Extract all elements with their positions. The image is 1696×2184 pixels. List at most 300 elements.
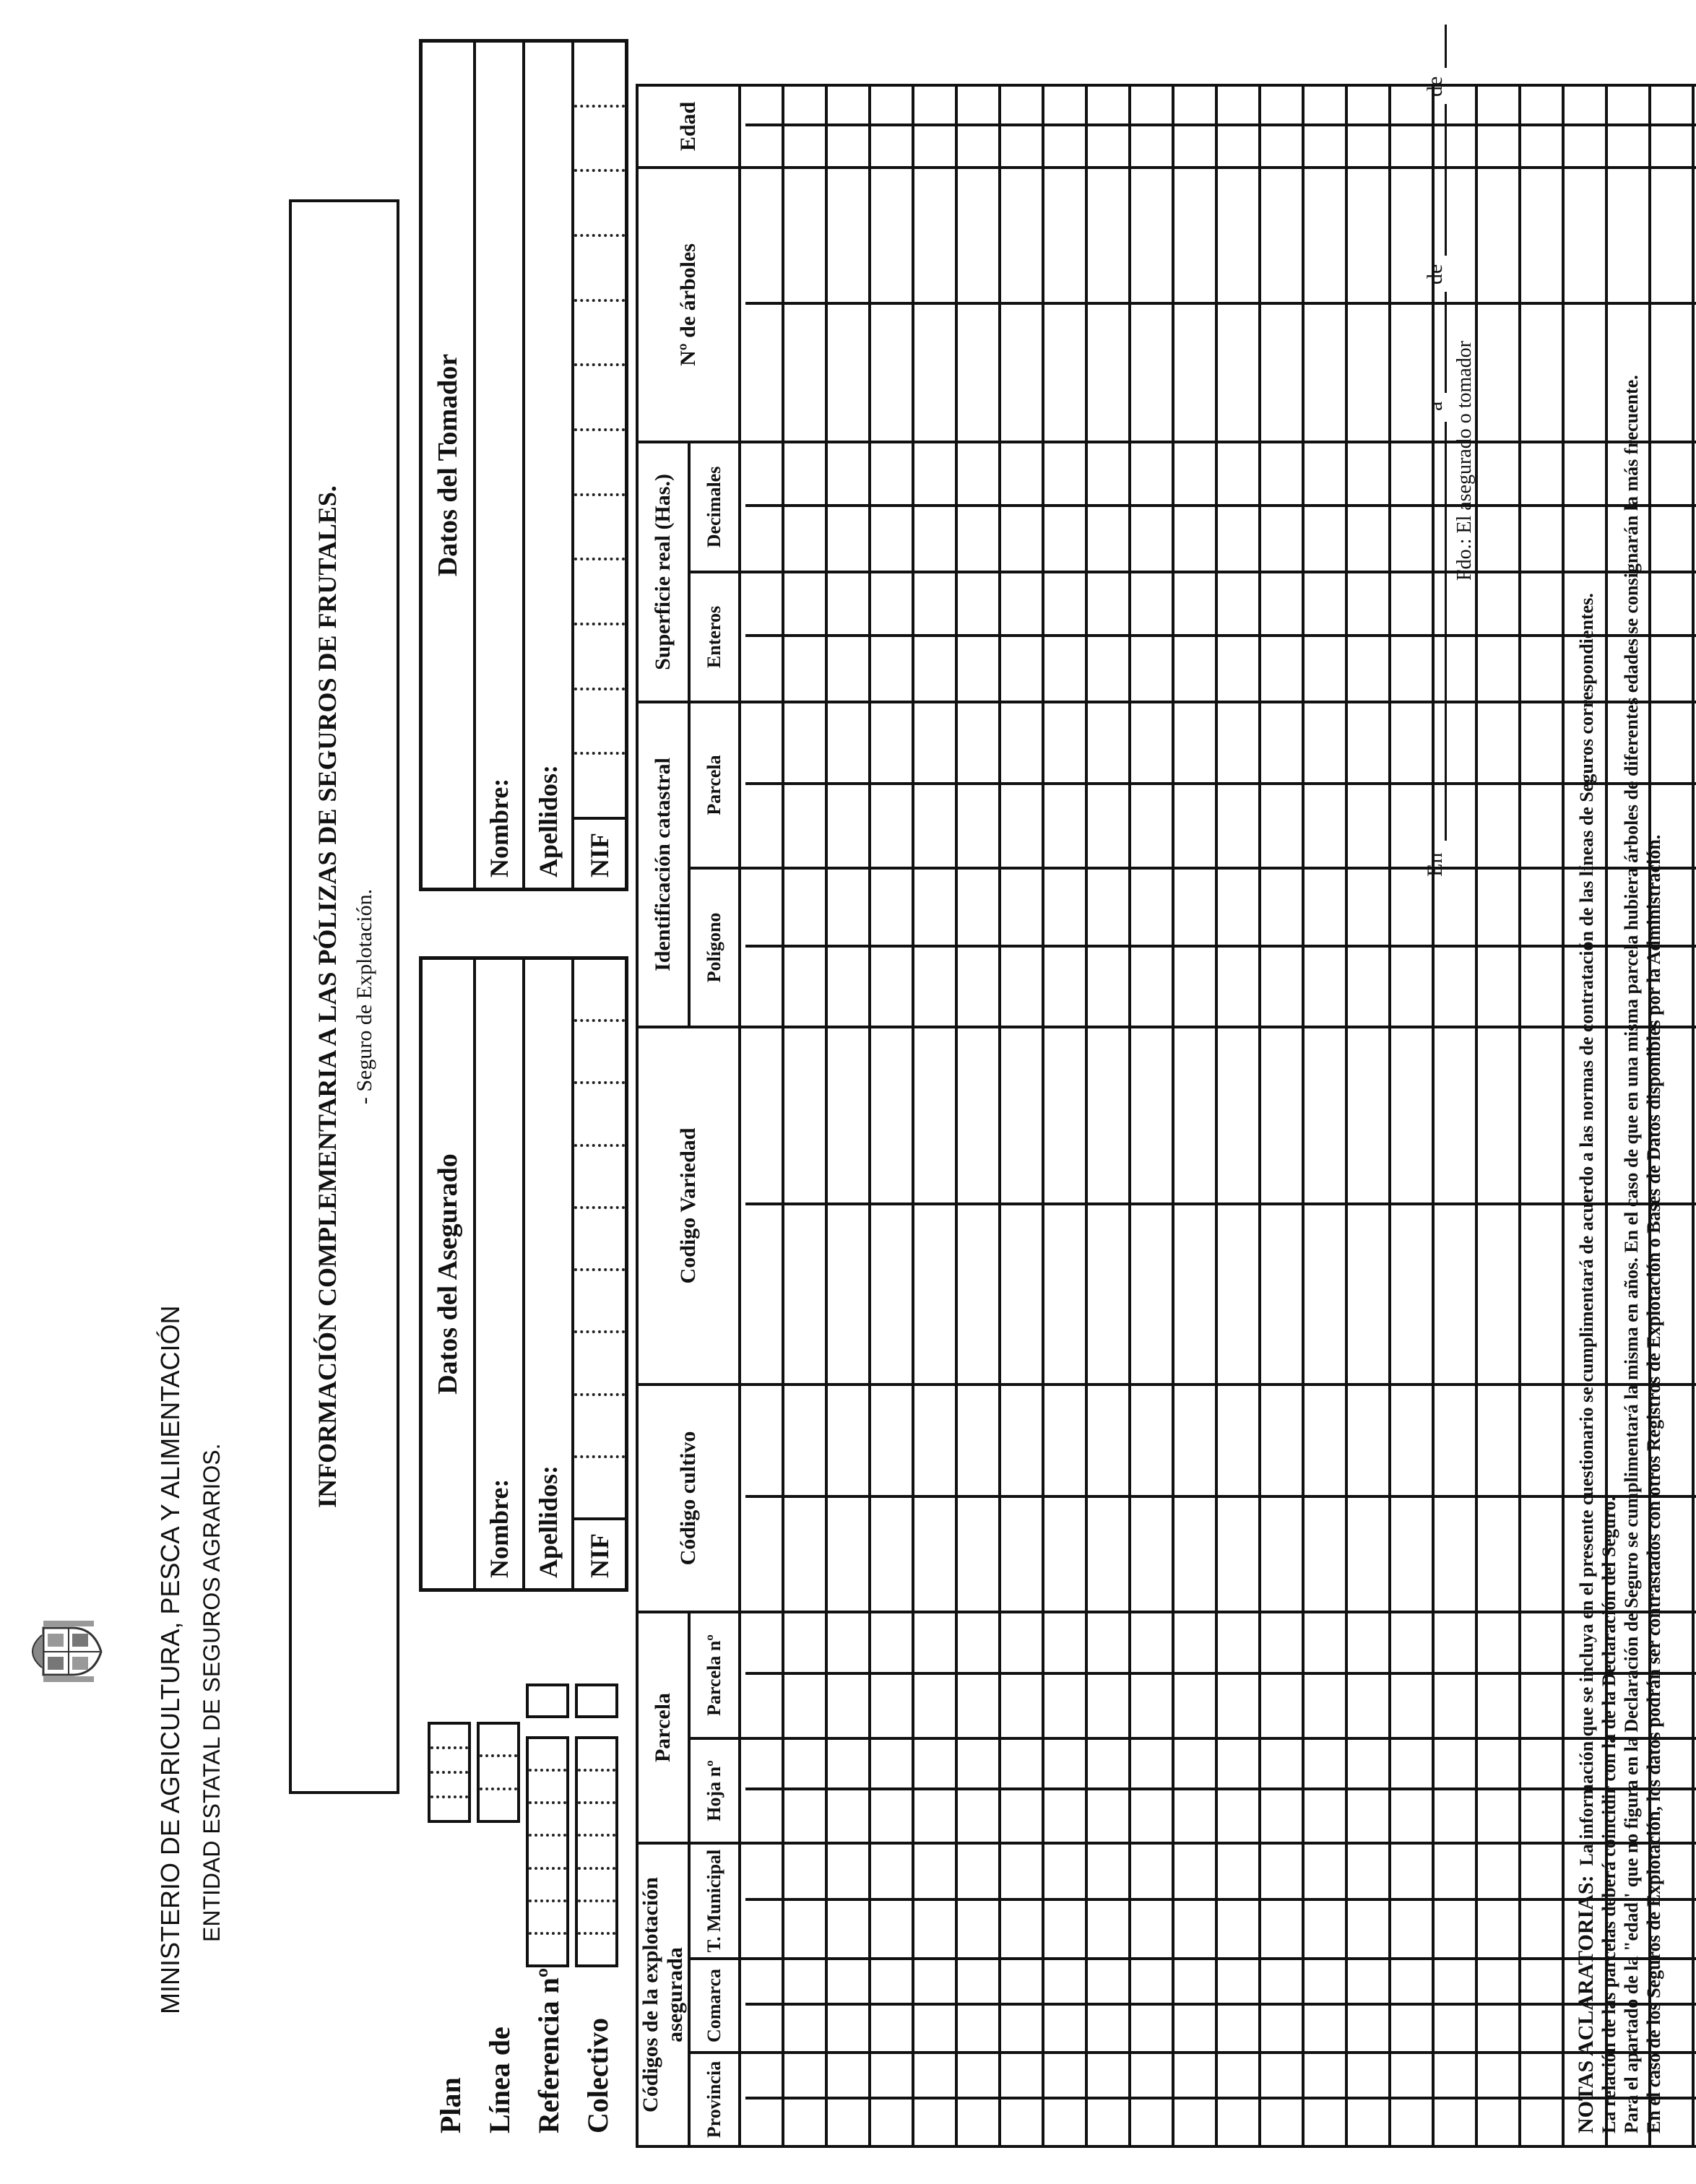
table-cell-input[interactable] (1173, 572, 1216, 702)
table-cell-input[interactable] (740, 1959, 783, 2053)
table-cell-input[interactable] (1390, 2053, 1433, 2146)
table-row (1043, 85, 1086, 2146)
table-cell-input[interactable] (826, 85, 870, 168)
table-cell-input[interactable] (1520, 1384, 1563, 1612)
table-cell-input[interactable] (956, 2053, 1000, 2146)
table-cell-input[interactable] (1303, 1843, 1346, 1959)
table-cell-input[interactable] (826, 1612, 870, 1738)
table-cell-input[interactable] (1216, 85, 1260, 168)
table-cell-input[interactable] (783, 572, 826, 702)
table-cell-input[interactable] (1520, 2053, 1563, 2146)
table-cell-input[interactable] (1476, 1027, 1520, 1384)
table-cell-input[interactable] (1086, 702, 1130, 868)
table-cell-input[interactable] (1260, 85, 1303, 168)
table-cell-input[interactable] (913, 1843, 956, 1959)
table-cell-input[interactable] (826, 442, 870, 572)
table-cell-input[interactable] (1043, 168, 1086, 442)
table-cell-input[interactable] (1303, 85, 1346, 168)
table-cell-input[interactable] (1130, 1384, 1173, 1612)
table-row (1346, 85, 1390, 2146)
table-cell-input[interactable] (956, 442, 1000, 572)
table-cell-input[interactable] (956, 1612, 1000, 1738)
table-cell-input[interactable] (783, 1612, 826, 1738)
table-cell-input[interactable] (1216, 1959, 1260, 2053)
asegurado-apellidos-input[interactable] (525, 960, 571, 1434)
plan-input[interactable] (428, 1722, 471, 1823)
table-cell-input[interactable] (1303, 2053, 1346, 2146)
parcela-group-header: Parcela (637, 1612, 689, 1843)
table-cell-input[interactable] (913, 1738, 956, 1843)
table-cell-input[interactable] (740, 1384, 783, 1612)
table-cell-input[interactable] (1043, 2053, 1086, 2146)
codigos-header: Códigos de la explotación asegurada (637, 1843, 689, 2146)
referencia-check-input[interactable] (526, 1684, 569, 1718)
table-cell-input[interactable] (1260, 2053, 1303, 2146)
table-cell-input[interactable] (1216, 702, 1260, 868)
linea-input[interactable] (477, 1722, 520, 1823)
table-cell-input[interactable] (913, 1384, 956, 1612)
table-cell-input[interactable] (740, 1843, 783, 1959)
table-cell-input[interactable] (870, 1612, 913, 1738)
table-cell-input[interactable] (740, 1612, 783, 1738)
table-cell-input[interactable] (1130, 572, 1173, 702)
table-cell-input[interactable] (1476, 168, 1520, 442)
colectivo-input[interactable] (575, 1736, 618, 1967)
table-cell-input[interactable] (1476, 1384, 1520, 1612)
entity-name: ENTIDAD ESTATAL DE SEGUROS AGRARIOS. (199, 1443, 225, 1942)
table-cell-input[interactable] (1173, 85, 1216, 168)
table-cell-input[interactable] (1433, 2053, 1476, 2146)
table-cell-input[interactable] (1086, 1384, 1130, 1612)
table-cell-input[interactable] (913, 702, 956, 868)
table-cell-input[interactable] (1346, 1843, 1390, 1959)
table-cell-input[interactable] (913, 168, 956, 442)
tomador-nif-label: NIF (574, 817, 625, 888)
table-cell-input[interactable] (1390, 1843, 1433, 1959)
table-cell-input[interactable] (1693, 1843, 1696, 1959)
table-cell-input[interactable] (1693, 442, 1696, 572)
table-cell-input[interactable] (1346, 868, 1390, 1027)
table-cell-input[interactable] (1520, 702, 1563, 868)
table-cell-input[interactable] (1043, 702, 1086, 868)
table-cell-input[interactable] (1130, 702, 1173, 868)
table-cell-input[interactable] (1086, 2053, 1130, 2146)
table-cell-input[interactable] (1346, 442, 1390, 572)
table-cell-input[interactable] (1346, 572, 1390, 702)
table-cell-input[interactable] (1520, 572, 1563, 702)
table-cell-input[interactable] (1086, 1027, 1130, 1384)
table-cell-input[interactable] (826, 702, 870, 868)
table-cell-input[interactable] (1216, 1612, 1260, 1738)
table-cell-input[interactable] (1476, 85, 1520, 168)
table-cell-input[interactable] (1173, 1843, 1216, 1959)
table-cell-input[interactable] (1173, 442, 1216, 572)
table-cell-input[interactable] (1693, 1959, 1696, 2053)
table-cell-input[interactable] (1216, 2053, 1260, 2146)
asegurado-nombre-input[interactable] (476, 960, 522, 1434)
table-cell-input[interactable] (870, 572, 913, 702)
table-cell-input[interactable] (1260, 702, 1303, 868)
table-cell-input[interactable] (1000, 85, 1043, 168)
table-cell-input[interactable] (1173, 1612, 1216, 1738)
table-cell-input[interactable] (1043, 1959, 1086, 2053)
table-cell-input[interactable] (1216, 1843, 1260, 1959)
table-cell-input[interactable] (1346, 85, 1390, 168)
notes-heading: NOTAS ACLARATORIAS: (1574, 1875, 1598, 2133)
table-cell-input[interactable] (1693, 168, 1696, 442)
table-cell-input[interactable] (1476, 1843, 1520, 1959)
table-cell-input[interactable] (1043, 1612, 1086, 1738)
table-cell-input[interactable] (1043, 868, 1086, 1027)
signature-a: a (1423, 401, 1447, 411)
table-cell-input[interactable] (1000, 1027, 1043, 1384)
table-cell-input[interactable] (1433, 1612, 1476, 1738)
table-cell-input[interactable] (740, 442, 783, 572)
table-cell-input[interactable] (826, 1027, 870, 1384)
table-cell-input[interactable] (740, 1738, 783, 1843)
signature-de1: de (1423, 264, 1447, 285)
table-cell-input[interactable] (1390, 868, 1433, 1027)
table-cell-input[interactable] (1043, 1843, 1086, 1959)
table-cell-input[interactable] (1000, 1384, 1043, 1612)
table-cell-input[interactable] (956, 868, 1000, 1027)
table-cell-input[interactable] (740, 168, 783, 442)
table-cell-input[interactable] (1390, 1738, 1433, 1843)
table-cell-input[interactable] (1130, 1959, 1173, 2053)
referencia-input[interactable] (526, 1736, 569, 1967)
table-cell-input[interactable] (1086, 1959, 1130, 2053)
table-cell-input[interactable] (1520, 1738, 1563, 1843)
table-cell-input[interactable] (1303, 1027, 1346, 1384)
table-cell-input[interactable] (740, 1027, 783, 1384)
table-cell-input[interactable] (1043, 572, 1086, 702)
table-cell-input[interactable] (1520, 442, 1563, 572)
table-cell-input[interactable] (740, 702, 783, 868)
table-cell-input[interactable] (1043, 442, 1086, 572)
table-cell-input[interactable] (1130, 1612, 1173, 1738)
table-cell-input[interactable] (740, 868, 783, 1027)
table-cell-input[interactable] (1000, 1843, 1043, 1959)
table-cell-input[interactable] (1346, 168, 1390, 442)
table-cell-input[interactable] (956, 702, 1000, 868)
table-cell-input[interactable] (913, 442, 956, 572)
table-cell-input[interactable] (870, 1738, 913, 1843)
tomador-apellidos-input[interactable] (525, 43, 571, 733)
table-cell-input[interactable] (1260, 1843, 1303, 1959)
table-cell-input[interactable] (1303, 868, 1346, 1027)
tomador-nombre-label: Nombre: (485, 778, 514, 878)
table-cell-input[interactable] (1346, 2053, 1390, 2146)
table-cell-input[interactable] (1173, 1959, 1216, 2053)
table-cell-input[interactable] (870, 2053, 913, 2146)
comarca-header: Comarca (689, 1959, 740, 2053)
table-cell-input[interactable] (1520, 1027, 1563, 1384)
table-cell-input[interactable] (1043, 1738, 1086, 1843)
tomador-nombre-input[interactable] (476, 43, 522, 733)
table-cell-input[interactable] (1433, 1959, 1476, 2053)
table-cell-input[interactable] (1086, 868, 1130, 1027)
table-cell-input[interactable] (1346, 1738, 1390, 1843)
table-cell-input[interactable] (913, 1027, 956, 1384)
table-cell-input[interactable] (1433, 1843, 1476, 1959)
table-cell-input[interactable] (1520, 1843, 1563, 1959)
table-cell-input[interactable] (1260, 572, 1303, 702)
table-cell-input[interactable] (870, 168, 913, 442)
table-row (740, 85, 783, 2146)
table-cell-input[interactable] (1216, 1738, 1260, 1843)
table-cell-input[interactable] (1303, 442, 1346, 572)
signature-en: En (1423, 852, 1447, 877)
table-cell-input[interactable] (913, 1612, 956, 1738)
table-cell-input[interactable] (1000, 1612, 1043, 1738)
signature-day-input[interactable] (1445, 292, 1447, 393)
table-cell-input[interactable] (870, 1027, 913, 1384)
table-cell-input[interactable] (1303, 572, 1346, 702)
table-cell-input[interactable] (870, 868, 913, 1027)
table-cell-input[interactable] (870, 442, 913, 572)
table-cell-input[interactable] (1303, 1959, 1346, 2053)
table-cell-input[interactable] (783, 85, 826, 168)
table-cell-input[interactable] (1520, 868, 1563, 1027)
table-cell-input[interactable] (913, 2053, 956, 2146)
table-cell-input[interactable] (1476, 1738, 1520, 1843)
codigo-cultivo-header: Código cultivo (637, 1384, 740, 1612)
table-cell-input[interactable] (1000, 168, 1043, 442)
table-cell-input[interactable] (1390, 1027, 1433, 1384)
table-cell-input[interactable] (1476, 2053, 1520, 2146)
notes-line1: La información que se incluya en el presente cuestionario se cumplimentará de acuerdo a las normas de contratación de las líneas de Seguros correspondientes. (1576, 593, 1597, 1866)
table-cell-input[interactable] (826, 868, 870, 1027)
superficie-header: Superficie real (Has.) (637, 442, 689, 702)
table-cell-input[interactable] (1303, 1384, 1346, 1612)
notes (1575, 39, 1665, 2133)
table-cell-input[interactable] (956, 572, 1000, 702)
table-cell-input[interactable] (1693, 1738, 1696, 1843)
table-cell-input[interactable] (1130, 168, 1173, 442)
table-cell-input[interactable] (740, 2053, 783, 2146)
table-cell-input[interactable] (1433, 1384, 1476, 1612)
tomador-nif-input[interactable] (574, 43, 625, 817)
table-cell-input[interactable] (1693, 1027, 1696, 1384)
linea-label: Línea de (483, 2027, 516, 2133)
table-cell-input[interactable] (1086, 85, 1130, 168)
edad-header: Edad (637, 85, 740, 168)
table-cell-input[interactable] (1693, 702, 1696, 868)
table-cell-input[interactable] (1693, 1384, 1696, 1612)
table-cell-input[interactable] (1303, 1738, 1346, 1843)
table-cell-input[interactable] (826, 168, 870, 442)
codigo-variedad-header: Codigo Variedad (637, 1027, 740, 1384)
table-cell-input[interactable] (826, 2053, 870, 2146)
table-cell-input[interactable] (1173, 1384, 1216, 1612)
table-cell-input[interactable] (1476, 572, 1520, 702)
table-cell-input[interactable] (870, 85, 913, 168)
table-cell-input[interactable] (783, 1027, 826, 1384)
table-cell-input[interactable] (1260, 1738, 1303, 1843)
asegurado-box (419, 956, 628, 1592)
table-cell-input[interactable] (1520, 85, 1563, 168)
table-cell-input[interactable] (1260, 1612, 1303, 1738)
table-cell-input[interactable] (783, 1384, 826, 1612)
notes-line3: Para el apartado de la "edad" que no figura en la Declaración de Seguro se cumplimentará la misma en años. En el caso de que en una misma parcela hubiera árboles de diferentes edades se consignarán la más frecuente. (1621, 375, 1642, 2133)
table-cell-input[interactable] (1216, 572, 1260, 702)
table-cell-input[interactable] (1476, 1959, 1520, 2053)
table-cell-input[interactable] (1476, 868, 1520, 1027)
table-cell-input[interactable] (783, 442, 826, 572)
table-cell-input[interactable] (783, 168, 826, 442)
table-cell-input[interactable] (956, 1384, 1000, 1612)
table-cell-input[interactable] (1303, 702, 1346, 868)
table-cell-input[interactable] (1000, 868, 1043, 1027)
table-cell-input[interactable] (1086, 572, 1130, 702)
table-cell-input[interactable] (1390, 1959, 1433, 2053)
table-cell-input[interactable] (870, 1843, 913, 1959)
table-cell-input[interactable] (1303, 168, 1346, 442)
table-row (1303, 85, 1346, 2146)
table-cell-input[interactable] (1216, 168, 1260, 442)
table-cell-input[interactable] (826, 572, 870, 702)
table-row (1476, 85, 1520, 2146)
table-cell-input[interactable] (1303, 1612, 1346, 1738)
table-cell-input[interactable] (1346, 1027, 1390, 1384)
table-cell-input[interactable] (1216, 868, 1260, 1027)
table-cell-input[interactable] (783, 868, 826, 1027)
table-cell-input[interactable] (1390, 1612, 1433, 1738)
table-cell-input[interactable] (1390, 1384, 1433, 1612)
table-cell-input[interactable] (1130, 868, 1173, 1027)
table-cell-input[interactable] (870, 1959, 913, 2053)
table-cell-input[interactable] (1693, 868, 1696, 1027)
referencia-label: Referencia nº (532, 1967, 565, 2133)
table-cell-input[interactable] (1173, 1738, 1216, 1843)
table-cell-input[interactable] (956, 168, 1000, 442)
table-cell-input[interactable] (1520, 168, 1563, 442)
table-cell-input[interactable] (1476, 702, 1520, 868)
table-cell-input[interactable] (956, 1027, 1000, 1384)
table-cell-input[interactable] (826, 1384, 870, 1612)
table-cell-input[interactable] (1173, 868, 1216, 1027)
table-cell-input[interactable] (1130, 2053, 1173, 2146)
table-cell-input[interactable] (1346, 1959, 1390, 2053)
table-cell-input[interactable] (783, 1843, 826, 1959)
signature-year-input[interactable] (1445, 25, 1447, 68)
signature-de2: de (1423, 76, 1447, 97)
table-cell-input[interactable] (1433, 1027, 1476, 1384)
enteros-header: Enteros (689, 572, 740, 702)
table-cell-input[interactable] (1216, 1384, 1260, 1612)
table-cell-input[interactable] (1433, 868, 1476, 1027)
table-cell-input[interactable] (1693, 1612, 1696, 1738)
table-cell-input[interactable] (1043, 1384, 1086, 1612)
table-row (956, 85, 1000, 2146)
table-cell-input[interactable] (1000, 1959, 1043, 2053)
table-cell-input[interactable] (1000, 572, 1043, 702)
table-cell-input[interactable] (1216, 1027, 1260, 1384)
municipal-header: T. Municipal (689, 1843, 740, 1959)
table-cell-input[interactable] (1693, 572, 1696, 702)
table-cell-input[interactable] (1260, 868, 1303, 1027)
table-cell-input[interactable] (740, 572, 783, 702)
table-cell-input[interactable] (1216, 442, 1260, 572)
table-cell-input[interactable] (913, 85, 956, 168)
table-cell-input[interactable] (826, 1959, 870, 2053)
table-cell-input[interactable] (783, 2053, 826, 2146)
table-cell-input[interactable] (913, 572, 956, 702)
table-cell-input[interactable] (1260, 1384, 1303, 1612)
table-cell-input[interactable] (1173, 1027, 1216, 1384)
table-cell-input[interactable] (1693, 85, 1696, 168)
table-cell-input[interactable] (1086, 168, 1130, 442)
table-cell-input[interactable] (1000, 442, 1043, 572)
table-cell-input[interactable] (1520, 1612, 1563, 1738)
table-cell-input[interactable] (1260, 168, 1303, 442)
table-row (1086, 85, 1130, 2146)
table-cell-input[interactable] (783, 702, 826, 868)
table-cell-input[interactable] (956, 85, 1000, 168)
table-cell-input[interactable] (1693, 2053, 1696, 2146)
table-cell-input[interactable] (1000, 1738, 1043, 1843)
table-cell-input[interactable] (1173, 702, 1216, 868)
table-cell-input[interactable] (1130, 1027, 1173, 1384)
table-cell-input[interactable] (1260, 442, 1303, 572)
asegurado-nif-input[interactable] (574, 960, 625, 1517)
table-cell-input[interactable] (913, 868, 956, 1027)
table-cell-input[interactable] (1346, 1612, 1390, 1738)
table-cell-input[interactable] (1260, 1959, 1303, 2053)
table-cell-input[interactable] (913, 1959, 956, 2053)
colectivo-check-input[interactable] (575, 1684, 618, 1718)
table-cell-input[interactable] (826, 1738, 870, 1843)
signature-month-input[interactable] (1445, 104, 1447, 256)
signature-place-input[interactable] (1445, 422, 1447, 841)
table-cell-input[interactable] (956, 1959, 1000, 2053)
table-cell-input[interactable] (1173, 168, 1216, 442)
table-cell-input[interactable] (1086, 1612, 1130, 1738)
table-cell-input[interactable] (1086, 442, 1130, 572)
table-cell-input[interactable] (826, 1843, 870, 1959)
table-cell-input[interactable] (1043, 1027, 1086, 1384)
table-cell-input[interactable] (1476, 1612, 1520, 1738)
table-cell-input[interactable] (740, 85, 783, 168)
table-cell-input[interactable] (1130, 442, 1173, 572)
table-cell-input[interactable] (783, 1959, 826, 2053)
table-cell-input[interactable] (1086, 1738, 1130, 1843)
table-cell-input[interactable] (870, 1384, 913, 1612)
table-cell-input[interactable] (1000, 702, 1043, 868)
table-cell-input[interactable] (1130, 85, 1173, 168)
table-cell-input[interactable] (956, 1738, 1000, 1843)
table-cell-input[interactable] (1433, 1738, 1476, 1843)
table-row (870, 85, 913, 2146)
table-cell-input[interactable] (1130, 1843, 1173, 1959)
table-cell-input[interactable] (1476, 442, 1520, 572)
plan-label: Plan (434, 2077, 467, 2133)
provincia-header: Provincia (689, 2053, 740, 2146)
table-cell-input[interactable] (783, 1738, 826, 1843)
table-cell-input[interactable] (1173, 2053, 1216, 2146)
table-cell-input[interactable] (1000, 2053, 1043, 2146)
table-cell-input[interactable] (1260, 1027, 1303, 1384)
table-cell-input[interactable] (1043, 85, 1086, 168)
table-cell-input[interactable] (870, 702, 913, 868)
table-cell-input[interactable] (1130, 1738, 1173, 1843)
signature-line (1423, 25, 1452, 877)
table-cell-input[interactable] (1346, 702, 1390, 868)
table-cell-input[interactable] (1346, 1384, 1390, 1612)
table-cell-input[interactable] (1520, 1959, 1563, 2053)
table-cell-input[interactable] (1086, 1843, 1130, 1959)
table-cell-input[interactable] (956, 1843, 1000, 1959)
